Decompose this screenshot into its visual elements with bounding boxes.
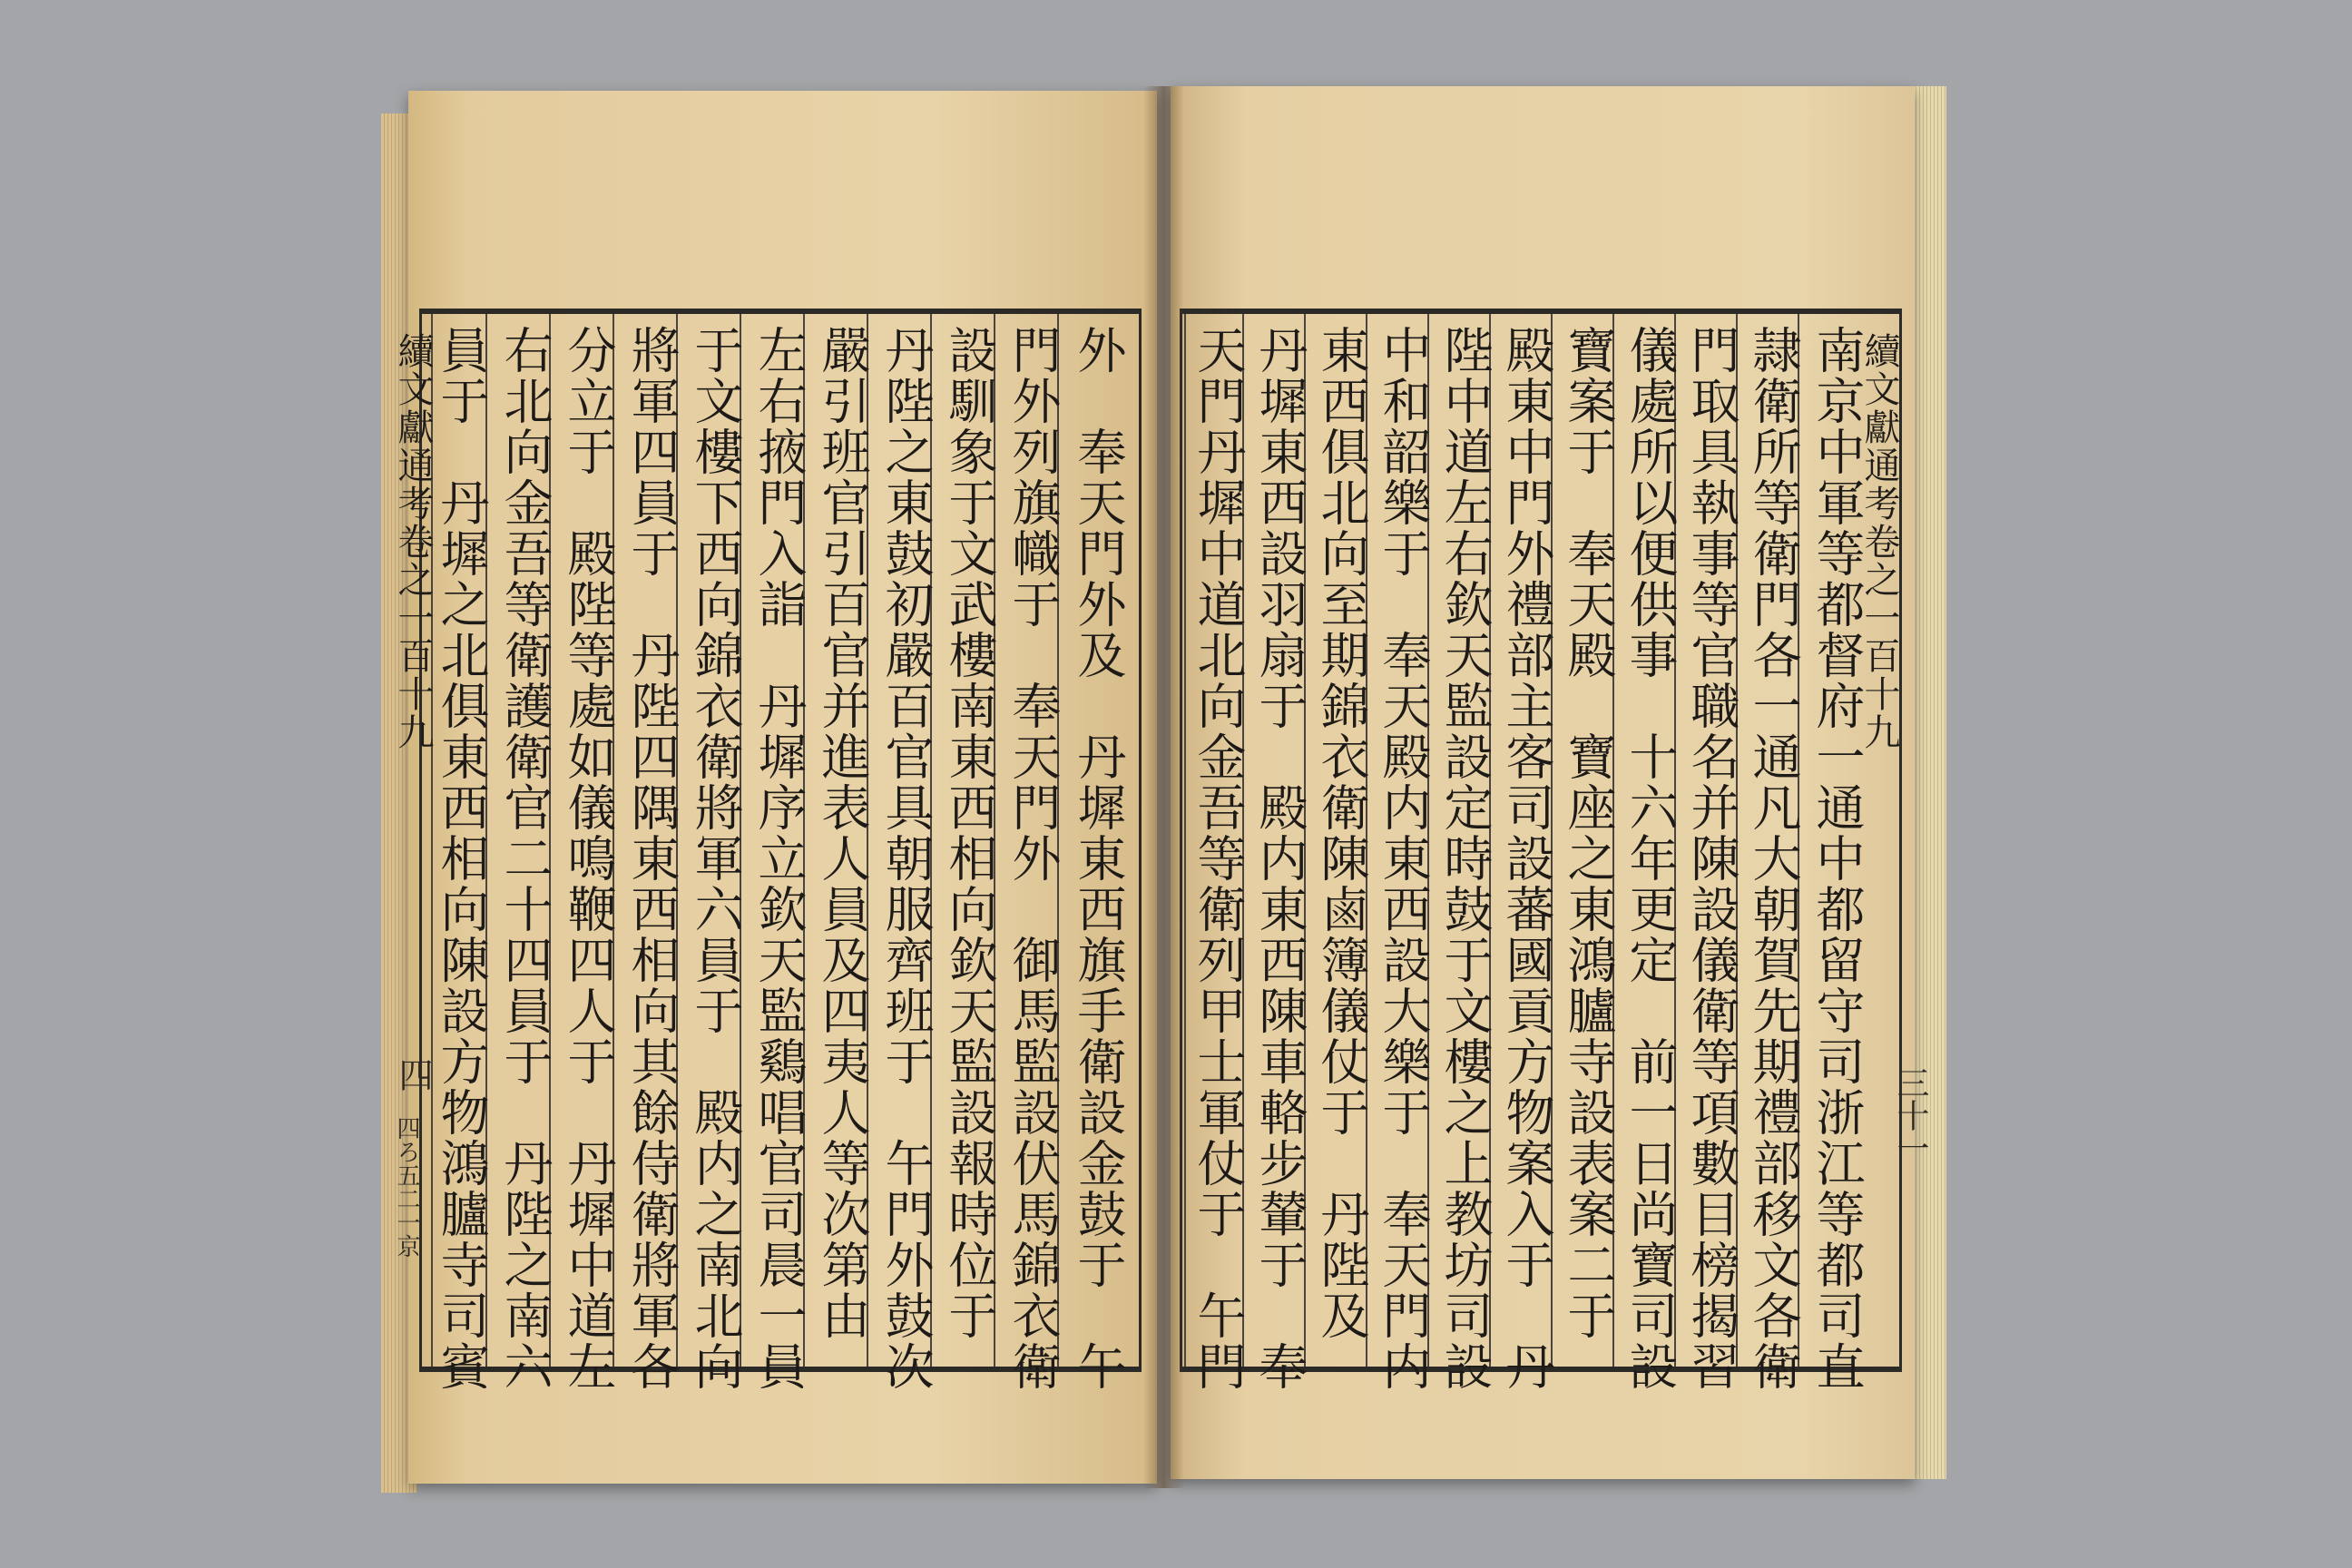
right-column: 陛中道左右欽天監設定時鼓于文樓之上教坊司設 — [1427, 314, 1489, 1367]
left-column: 外 奉天門外及 丹墀東西旗手衛設金鼓于 午 — [1057, 314, 1122, 1367]
right-folio-number: 三十一 — [1892, 1066, 1929, 1164]
right-column: 寶案于 奉天殿 寶座之東鴻臚寺設表案二于 — [1551, 314, 1612, 1367]
left-column: 設馴象于文武樓南東西相向欽天監設報時位于 — [930, 314, 994, 1367]
catalog-stamp: 四ろ五二一京 — [393, 1116, 420, 1258]
right-page — [1171, 86, 1929, 1479]
left-column: 分立于 殿陛等處如儀鳴鞭四人于 丹墀中道左 — [549, 314, 612, 1367]
right-column: 天門丹墀中道北向金吾等衛列甲士軍仗于 午門 — [1184, 314, 1242, 1367]
open-book — [381, 86, 1969, 1502]
left-column: 員于 丹墀之北俱東西相向陳設方物鴻臚寺司賓 — [431, 314, 485, 1367]
left-page — [392, 91, 1157, 1484]
left-column: 嚴引班官引百官并進表人員及四夷人等次第由 — [803, 314, 867, 1367]
left-column: 右北向金吾等衛護衛官二十四員于 丹陛之南六 — [485, 314, 549, 1367]
right-column: 儀處所以便供事 十六年更定 前一日尚寶司設 — [1612, 314, 1674, 1367]
right-column: 南京中軍等都督府一通中都留守司浙江等都司直 — [1798, 314, 1861, 1367]
right-column: 東西俱北向至期錦衣衛陳鹵簿儀仗于 丹陛及 — [1304, 314, 1366, 1367]
right-margin-title: 續文獻通考卷之一百十九 — [1858, 332, 1900, 751]
left-column: 門外列旗幟于 奉天門外 御馬監設伏馬錦衣衛 — [994, 314, 1057, 1367]
left-column: 丹陛之東鼓初嚴百官具朝服齊班于 午門外鼓次 — [867, 314, 930, 1367]
left-folio-number: 四 — [393, 1057, 433, 1092]
right-column: 丹墀東西設羽扇于 殿内東西陳車輅步輦于 奉 — [1242, 314, 1304, 1367]
left-column: 將軍四員于 丹陛四隅東西相向其餘侍衛將軍各 — [612, 314, 676, 1367]
left-column: 于文樓下西向錦衣衛將軍六員于 殿内之南北向 — [676, 314, 740, 1367]
right-column: 門取具執事等官職名并陳設儀衛等項數目榜揭習 — [1674, 314, 1736, 1367]
right-column: 殿東中門外禮部主客司設蕃國貢方物案入于 丹 — [1489, 314, 1551, 1367]
left-column: 左右掖門入詣 丹墀序立欽天監鷄唱官司晨一員 — [740, 314, 803, 1367]
right-page-text-frame — [1180, 309, 1902, 1392]
right-column: 隷衛所等衛門各一通凡大朝賀先期禮部移文各衛 — [1736, 314, 1798, 1367]
book-gutter — [1143, 86, 1184, 1488]
left-margin-title: 續文獻通考卷之一百十九 — [392, 332, 434, 751]
right-column: 中和韶樂于 奉天殿内東西設大樂于 奉天門内 — [1366, 314, 1427, 1367]
